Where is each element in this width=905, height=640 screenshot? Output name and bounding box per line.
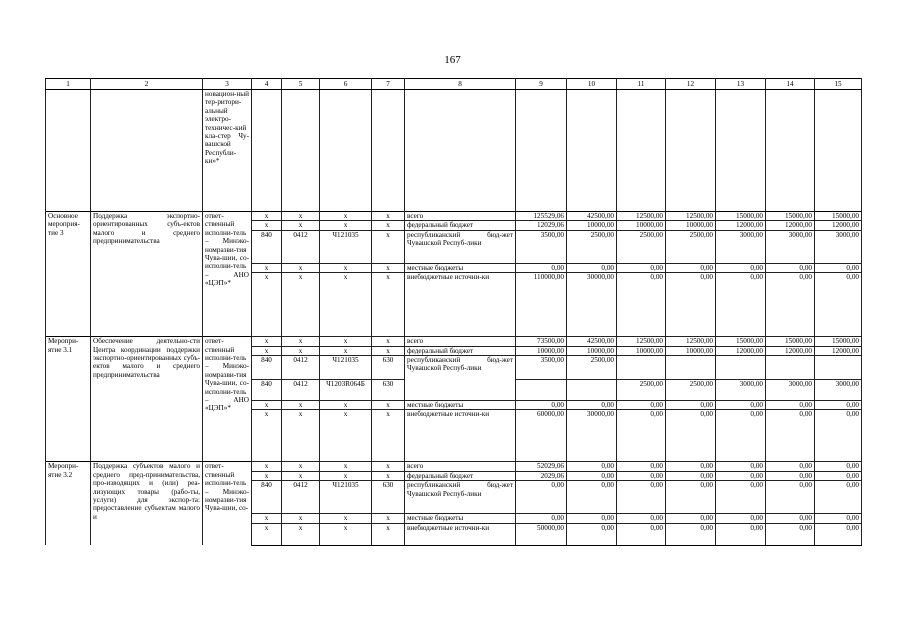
- table-row: [46, 337, 862, 346]
- table-cell: всего: [405, 337, 516, 346]
- table-cell: 42500,00: [567, 212, 617, 221]
- table-cell: [46, 90, 91, 212]
- table-cell: 12500,00: [666, 337, 716, 346]
- header-cell: 6: [320, 79, 372, 90]
- table-cell: х: [282, 346, 320, 355]
- table-cell: х: [282, 514, 320, 523]
- table-cell: 12000,00: [815, 346, 862, 355]
- table-cell: 0,00: [666, 273, 716, 337]
- table-cell: 0,00: [815, 410, 862, 462]
- table-cell: х: [320, 221, 372, 230]
- table-cell: 110000,00: [516, 273, 567, 337]
- table-cell: 12000,00: [716, 221, 766, 230]
- table-cell: 0,00: [716, 401, 766, 410]
- table-cell: 10000,00: [516, 346, 567, 355]
- table-cell: х: [282, 337, 320, 346]
- table-cell: 0,00: [815, 481, 862, 514]
- table-cell: 12000,00: [716, 346, 766, 355]
- table-cell: х: [372, 273, 405, 337]
- header-cell: 15: [815, 79, 862, 90]
- table-cell: 0,00: [666, 410, 716, 462]
- table-cell: 0,00: [766, 481, 815, 514]
- table-cell: 0,00: [666, 462, 716, 471]
- table-cell: 2500,00: [666, 230, 716, 263]
- table-cell: 3500,00: [516, 230, 567, 263]
- table-cell: [372, 90, 405, 212]
- header-cell: 12: [666, 79, 716, 90]
- table-cell: х: [282, 410, 320, 462]
- table-cell: 15000,00: [716, 337, 766, 346]
- table-cell: 0,00: [516, 481, 567, 514]
- table-cell: 2500,00: [617, 230, 666, 263]
- table-cell: республиканский бюд-жет Чувашской Респуб-лики: [405, 356, 516, 401]
- responsible-cell: новацион-ный тер-ритори-альный электро-техничес-кий кла-стер Чу-вашской Республи-ки»*: [203, 90, 252, 212]
- table-cell: [815, 356, 862, 380]
- table-cell: 2500,00: [666, 380, 716, 401]
- table-cell: 3500,00: [516, 356, 567, 380]
- table-cell: 0,00: [766, 514, 815, 523]
- table-cell: 2500,00: [567, 230, 617, 263]
- table-cell: 0,00: [617, 523, 666, 545]
- table-cell: 0,00: [617, 410, 666, 462]
- table-cell: х: [320, 212, 372, 221]
- table-cell: х: [320, 410, 372, 462]
- table-cell: 10000,00: [617, 346, 666, 355]
- table-cell: 0412: [282, 356, 320, 380]
- table-cell: 10000,00: [666, 346, 716, 355]
- table-cell: 0,00: [617, 514, 666, 523]
- table-cell: 0,00: [766, 523, 815, 545]
- table-cell: 0,00: [666, 263, 716, 272]
- table-cell: [567, 380, 617, 401]
- table-cell: [617, 90, 666, 212]
- measure-id-cell: Основное мероприя-тие 3: [46, 212, 91, 337]
- header-cell: 11: [617, 79, 666, 90]
- table-cell: х: [282, 273, 320, 337]
- table-cell: 15000,00: [716, 212, 766, 221]
- table-cell: 0,00: [815, 401, 862, 410]
- table-cell: 0,00: [766, 263, 815, 272]
- table-cell: 840: [252, 356, 282, 380]
- table-cell: 0,00: [617, 401, 666, 410]
- table-cell: 12029,06: [516, 221, 567, 230]
- table-cell: 0,00: [516, 514, 567, 523]
- table-cell: 0,00: [567, 471, 617, 480]
- table-cell: х: [320, 401, 372, 410]
- measure-id-cell: Меропри-ятие 3.2: [46, 462, 91, 545]
- table-cell: 15000,00: [815, 212, 862, 221]
- table-cell: 0,00: [815, 523, 862, 545]
- table-cell: республиканский бюд-жет Чувашской Респуб-лики: [405, 481, 516, 514]
- table-cell: местные бюджеты: [405, 401, 516, 410]
- table-cell: 30000,00: [567, 273, 617, 337]
- table-cell: 0,00: [516, 401, 567, 410]
- table-cell: х: [282, 263, 320, 272]
- measure-title-cell: Обеспечение деятельно-сти Центра координации поддержки экспортно-ориентированных субъ-ектов малого и среднего предпринимательства: [91, 337, 203, 462]
- table-cell: х: [252, 514, 282, 523]
- table-cell: х: [252, 273, 282, 337]
- table-cell: Ч1203R064Б: [320, 380, 372, 401]
- table-cell: 42500,00: [567, 337, 617, 346]
- table-cell: [815, 90, 862, 212]
- responsible-cell: ответ-ственный исполни-тель – Минэко-номразви-тия Чува-шии, со-исполни-тель – АНО «ЦЭП»*: [203, 337, 252, 462]
- table-cell: 12500,00: [666, 212, 716, 221]
- table-cell: 0,00: [567, 263, 617, 272]
- table-cell: 0,00: [716, 410, 766, 462]
- table-cell: 840: [252, 380, 282, 401]
- table-cell: 12000,00: [815, 221, 862, 230]
- table-cell: 12000,00: [766, 346, 815, 355]
- table-cell: 0,00: [617, 471, 666, 480]
- table-cell: 0,00: [815, 514, 862, 523]
- table-cell: 2500,00: [567, 356, 617, 380]
- table-cell: 10000,00: [567, 346, 617, 355]
- table-cell: 0,00: [716, 471, 766, 480]
- table-cell: 0,00: [716, 523, 766, 545]
- table-cell: [766, 356, 815, 380]
- header-cell: 8: [405, 79, 516, 90]
- table-cell: 50000,00: [516, 523, 567, 545]
- table-cell: 3000,00: [766, 380, 815, 401]
- table-cell: 630: [372, 380, 405, 401]
- table-cell: х: [252, 410, 282, 462]
- table-cell: х: [372, 514, 405, 523]
- table-cell: х: [252, 462, 282, 471]
- table-cell: х: [320, 462, 372, 471]
- table-cell: [617, 356, 666, 380]
- table-cell: х: [320, 337, 372, 346]
- table-cell: федеральный бюджет: [405, 221, 516, 230]
- table-cell: 0,00: [766, 273, 815, 337]
- table-row: [46, 212, 862, 221]
- header-cell: 13: [716, 79, 766, 90]
- table-cell: 2029,06: [516, 471, 567, 480]
- table-cell: 15000,00: [766, 337, 815, 346]
- table-cell: 0,00: [666, 401, 716, 410]
- table-cell: 840: [252, 230, 282, 263]
- table-cell: местные бюджеты: [405, 514, 516, 523]
- table-cell: х: [282, 212, 320, 221]
- table-cell: [405, 90, 516, 212]
- table-cell: 0,00: [766, 401, 815, 410]
- table-cell: 12000,00: [766, 221, 815, 230]
- table-cell: х: [320, 263, 372, 272]
- table-cell: 0,00: [567, 462, 617, 471]
- table-cell: 60000,00: [516, 410, 567, 462]
- table-cell: [766, 90, 815, 212]
- table-cell: [516, 380, 567, 401]
- table-cell: х: [252, 471, 282, 480]
- table-cell: местные бюджеты: [405, 263, 516, 272]
- table-cell: 0,00: [815, 471, 862, 480]
- table-cell: х: [372, 462, 405, 471]
- table-cell: х: [372, 230, 405, 263]
- table-cell: х: [372, 401, 405, 410]
- column-numbers-row: [46, 79, 862, 90]
- table-cell: внебюджетные источни-ки: [405, 273, 516, 337]
- table-cell: 0,00: [666, 514, 716, 523]
- table-cell: [716, 90, 766, 212]
- table-cell: [516, 90, 567, 212]
- table-cell: х: [282, 462, 320, 471]
- table-cell: 0,00: [766, 410, 815, 462]
- header-cell: 3: [203, 79, 252, 90]
- table-cell: всего: [405, 462, 516, 471]
- table-cell: внебюджетные источни-ки: [405, 410, 516, 462]
- table-cell: 0,00: [617, 263, 666, 272]
- table-cell: 0,00: [815, 273, 862, 337]
- responsible-cell: ответ-ственный исполни-тель – Минэко-номразви-тия Чува-шии, со-исполни-тель – АНО «ЦЭП»*: [203, 212, 252, 337]
- table-cell: 10000,00: [567, 221, 617, 230]
- table-cell: федеральный бюджет: [405, 346, 516, 355]
- table-cell: 0,00: [567, 401, 617, 410]
- table-cell: 630: [372, 481, 405, 514]
- table-cell: 0,00: [567, 481, 617, 514]
- table-cell: х: [252, 523, 282, 545]
- header-cell: 2: [91, 79, 203, 90]
- table-cell: 0412: [282, 481, 320, 514]
- table-cell: 3000,00: [716, 230, 766, 263]
- table-cell: х: [320, 346, 372, 355]
- table-cell: х: [372, 410, 405, 462]
- table-cell: х: [372, 346, 405, 355]
- table-cell: [320, 90, 372, 212]
- table-cell: 12500,00: [617, 337, 666, 346]
- table-cell: внебюджетные источни-ки: [405, 523, 516, 545]
- table-cell: 0,00: [716, 481, 766, 514]
- table-cell: х: [372, 263, 405, 272]
- table-cell: 0,00: [666, 481, 716, 514]
- table-cell: 0,00: [617, 273, 666, 337]
- table-cell: 0,00: [666, 523, 716, 545]
- header-cell: 5: [282, 79, 320, 90]
- header-cell: 1: [46, 79, 91, 90]
- budget-table: [45, 78, 862, 546]
- table-cell: х: [372, 212, 405, 221]
- table-cell: 840: [252, 481, 282, 514]
- table-cell: Ч121035: [320, 230, 372, 263]
- table-cell: 15000,00: [815, 337, 862, 346]
- table-row: [46, 462, 862, 471]
- table-cell: 0,00: [815, 462, 862, 471]
- table-cell: х: [372, 523, 405, 545]
- table-cell: [252, 90, 282, 212]
- table-cell: 52029,06: [516, 462, 567, 471]
- measure-title-cell: Поддержка экспортно-ориентированных субъ-ектов малого и среднего предпринимательства: [91, 212, 203, 337]
- table-cell: х: [252, 263, 282, 272]
- table-cell: х: [252, 337, 282, 346]
- table-cell: х: [372, 471, 405, 480]
- table-cell: [666, 90, 716, 212]
- table-cell: 0,00: [567, 514, 617, 523]
- responsible-cell: ответ-ственный исполни-тель – Минэко-номразви-тия Чува-шии, со-: [203, 462, 252, 545]
- table-cell: 2500,00: [617, 380, 666, 401]
- table-cell: 0,00: [766, 462, 815, 471]
- measure-id-cell: Меропри-ятие 3.1: [46, 337, 91, 462]
- table-cell: 30000,00: [567, 410, 617, 462]
- page-number: 167: [444, 54, 461, 66]
- table-cell: х: [252, 221, 282, 230]
- table-cell: 0,00: [716, 462, 766, 471]
- table-cell: [567, 90, 617, 212]
- table-cell: 0,00: [716, 273, 766, 337]
- table-cell: х: [252, 346, 282, 355]
- table-cell: [716, 356, 766, 380]
- table-cell: Ч121035: [320, 356, 372, 380]
- table-cell: х: [252, 401, 282, 410]
- table-cell: 0412: [282, 380, 320, 401]
- table-cell: 0,00: [567, 523, 617, 545]
- table-cell: 0,00: [516, 263, 567, 272]
- table-cell: х: [320, 273, 372, 337]
- table-cell: 3000,00: [815, 230, 862, 263]
- table-cell: 3000,00: [815, 380, 862, 401]
- table-cell: х: [282, 471, 320, 480]
- table-cell: 630: [372, 356, 405, 380]
- table-cell: 0,00: [766, 471, 815, 480]
- table-cell: 73500,00: [516, 337, 567, 346]
- table-cell: республиканский бюд-жет Чувашской Респуб-лики: [405, 230, 516, 263]
- table-cell: 3000,00: [766, 230, 815, 263]
- table-cell: 0,00: [815, 263, 862, 272]
- table-cell: [666, 356, 716, 380]
- table-cell: 0,00: [617, 462, 666, 471]
- table-cell: 10000,00: [617, 221, 666, 230]
- header-cell: 4: [252, 79, 282, 90]
- header-cell: 14: [766, 79, 815, 90]
- table-cell: 12500,00: [617, 212, 666, 221]
- table-cell: Ч121035: [320, 481, 372, 514]
- table-cell: 0,00: [617, 481, 666, 514]
- table-cell: 0,00: [666, 471, 716, 480]
- table-cell: 10000,00: [666, 221, 716, 230]
- table-cell: 0412: [282, 230, 320, 263]
- table-cell: 0,00: [716, 514, 766, 523]
- table-cell: х: [372, 221, 405, 230]
- table-cell: х: [282, 401, 320, 410]
- table-cell: х: [320, 523, 372, 545]
- table-cell: х: [252, 212, 282, 221]
- table-cell: х: [282, 523, 320, 545]
- table-cell: 125529,06: [516, 212, 567, 221]
- header-cell: 9: [516, 79, 567, 90]
- table-cell: 3000,00: [716, 380, 766, 401]
- table-cell: федеральный бюджет: [405, 471, 516, 480]
- table-cell: [282, 90, 320, 212]
- table-cell: [91, 90, 203, 212]
- table-cell: х: [320, 471, 372, 480]
- measure-title-cell: Поддержка субъектов малого и среднего пред-принимательства, про-изводящих и (или) реа-лизующих товары (рабо-ты, услуги) для экспор-та: предоставление субъектам малого и: [91, 462, 203, 545]
- table-cell: х: [282, 221, 320, 230]
- table-cell: х: [372, 337, 405, 346]
- table-cell: х: [320, 514, 372, 523]
- header-cell: 7: [372, 79, 405, 90]
- continuation-row: [46, 90, 862, 212]
- header-cell: 10: [567, 79, 617, 90]
- table-cell: 15000,00: [766, 212, 815, 221]
- table-cell: 0,00: [716, 263, 766, 272]
- table-cell: всего: [405, 212, 516, 221]
